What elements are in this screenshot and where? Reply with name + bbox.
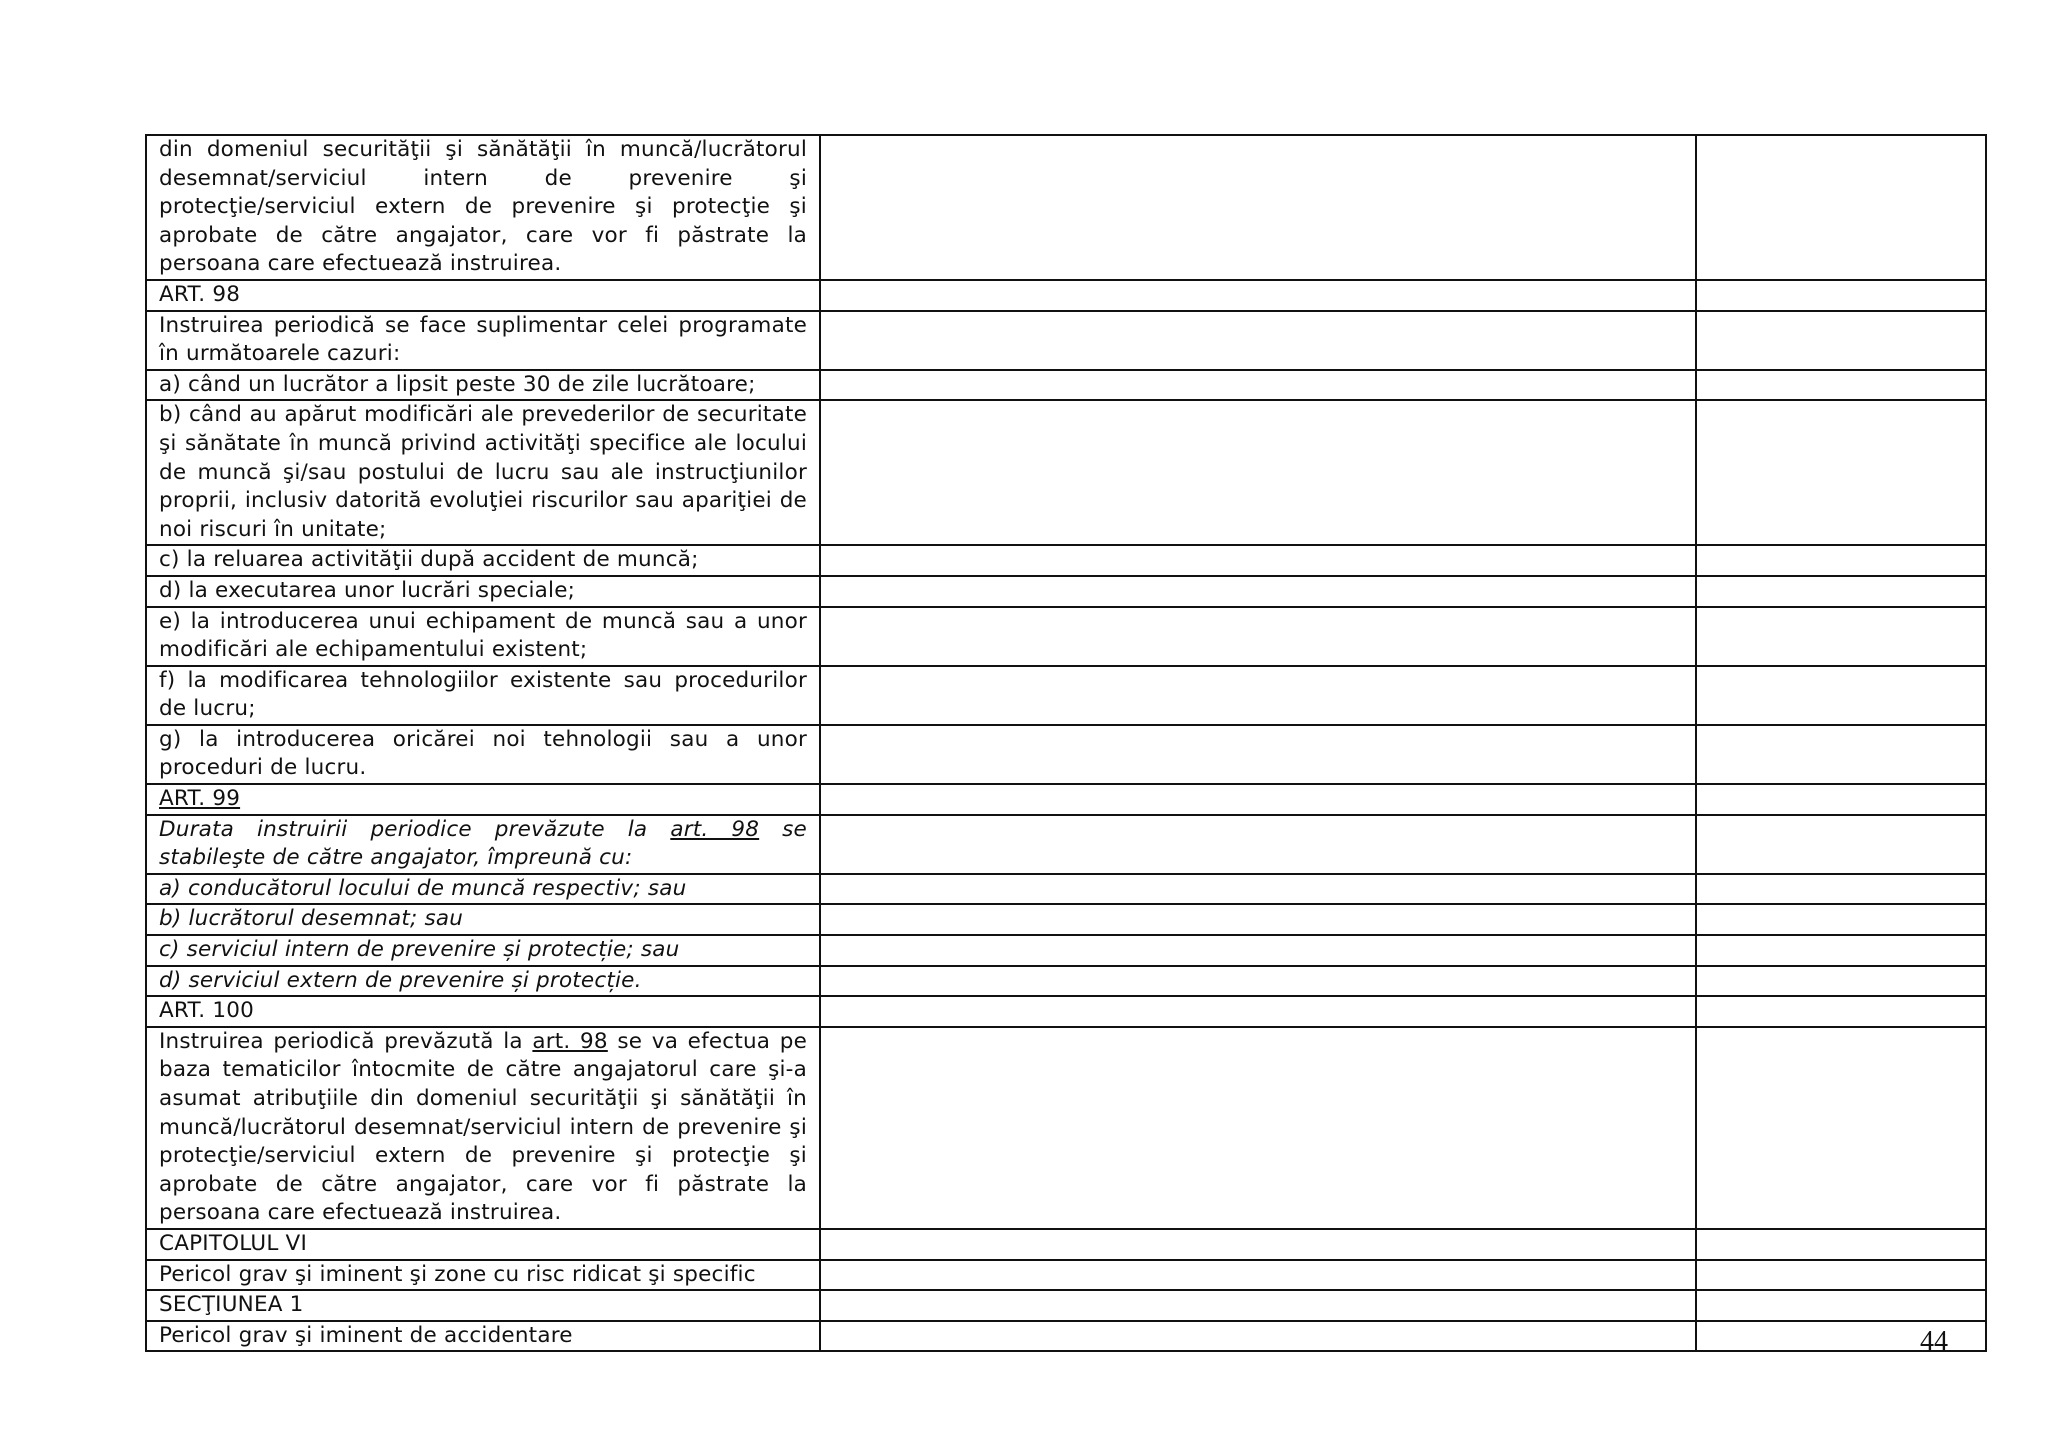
text-cell: a) conducătorul locului de muncă respectiv; sau [146, 874, 820, 905]
section-heading: SECŢIUNEA 1 [146, 1290, 820, 1321]
empty-cell [820, 1321, 1696, 1352]
empty-cell [1696, 1027, 1986, 1229]
table-row [146, 311, 1986, 370]
table-row [146, 966, 1986, 997]
text-cell: e) la introducerea unui echipament de muncă sau a unor modificări ale echipamentului existent; [146, 607, 820, 666]
table-row [146, 1229, 1986, 1260]
empty-cell [1696, 725, 1986, 784]
table-row [146, 1260, 1986, 1291]
table-row [146, 1321, 1986, 1352]
text-segment: Durata instruirii periodice prevăzute la [159, 816, 671, 842]
empty-cell [1696, 607, 1986, 666]
empty-cell [1696, 1260, 1986, 1291]
empty-cell [820, 815, 1696, 874]
table-row [146, 1027, 1986, 1229]
table-row [146, 874, 1986, 905]
empty-cell [820, 1229, 1696, 1260]
empty-cell [1696, 815, 1986, 874]
table-row [146, 280, 1986, 311]
table-row [146, 904, 1986, 935]
empty-cell [820, 1290, 1696, 1321]
table-row [146, 576, 1986, 607]
empty-cell [1696, 966, 1986, 997]
table-row [146, 370, 1986, 401]
article-heading-text: ART. 99 [159, 786, 241, 812]
table-row [146, 725, 1986, 784]
text-cell: f) la modificarea tehnologiilor existente sau procedurilor de lucru; [146, 666, 820, 725]
article-heading: ART. 100 [146, 996, 820, 1027]
empty-cell [820, 966, 1696, 997]
empty-cell [1696, 576, 1986, 607]
empty-cell [820, 607, 1696, 666]
table-row [146, 545, 1986, 576]
empty-cell [1696, 784, 1986, 815]
table-row [146, 784, 1986, 815]
empty-cell [820, 935, 1696, 966]
table-row [146, 607, 1986, 666]
text-cell: c) la reluarea activităţii după accident de muncă; [146, 545, 820, 576]
empty-cell [820, 666, 1696, 725]
text-cell: a) când un lucrător a lipsit peste 30 de zile lucrătoare; [146, 370, 820, 401]
text-segment: Instruirea periodică prevăzută la [159, 1028, 533, 1054]
table-row [146, 815, 1986, 874]
page-number: 44 [1920, 1326, 1948, 1357]
empty-cell [1696, 666, 1986, 725]
empty-cell [820, 904, 1696, 935]
empty-cell [820, 725, 1696, 784]
empty-cell [1696, 311, 1986, 370]
table-row [146, 135, 1986, 280]
text-segment: se stabileşte de către angajator, împreună cu: [159, 816, 807, 871]
text-cell: g) la introducerea oricărei noi tehnologii sau a unor proceduri de lucru. [146, 725, 820, 784]
text-cell: d) serviciul extern de prevenire și protecție. [146, 966, 820, 997]
empty-cell [820, 135, 1696, 280]
empty-cell [1696, 280, 1986, 311]
empty-cell [820, 311, 1696, 370]
empty-cell [1696, 545, 1986, 576]
article-link[interactable]: art. 98 [670, 816, 760, 842]
table-row [146, 1290, 1986, 1321]
text-segment: se va efectua pe baza tematicilor întocmite de către angajatorul care şi-a asumat atribuţiile din domeniul securităţii şi sănătăţii în muncă/lucrătorul desemnat/serviciul intern de prevenire şi protecţie/serviciul extern de prevenire şi protecţie şi aprobate de către angajator, care vor fi păstrate la persoana care efectuează instruirea. [159, 1028, 807, 1226]
empty-cell [820, 576, 1696, 607]
article-heading [146, 784, 820, 815]
empty-cell [820, 545, 1696, 576]
text-cell: b) lucrătorul desemnat; sau [146, 904, 820, 935]
section-title: Pericol grav şi iminent de accidentare [146, 1321, 820, 1352]
article-heading: ART. 98 [146, 280, 820, 311]
empty-cell [820, 1260, 1696, 1291]
table-row [146, 935, 1986, 966]
chapter-title: Pericol grav şi iminent şi zone cu risc ridicat şi specific [146, 1260, 820, 1291]
empty-cell [820, 370, 1696, 401]
text-cell: Instruirea periodică se face suplimentar celei programate în următoarele cazuri: [146, 311, 820, 370]
empty-cell [1696, 904, 1986, 935]
text-cell [146, 815, 820, 874]
empty-cell [1696, 400, 1986, 545]
text-cell: d) la executarea unor lucrări speciale; [146, 576, 820, 607]
article-link[interactable]: art. 98 [532, 1028, 608, 1054]
text-cell: din domeniul securităţii şi sănătăţii în muncă/lucrătorul desemnat/serviciul intern de prevenire şi protecţie/serviciul extern de prevenire şi protecţie şi aprobate de către angajator, care vor fi păstrate la persoana care efectuează instruirea. [146, 135, 820, 280]
chapter-heading: CAPITOLUL VI [146, 1229, 820, 1260]
empty-cell [820, 996, 1696, 1027]
empty-cell [820, 1027, 1696, 1229]
empty-cell [1696, 1229, 1986, 1260]
empty-cell [1696, 1290, 1986, 1321]
empty-cell [1696, 996, 1986, 1027]
empty-cell [1696, 935, 1986, 966]
table-row [146, 996, 1986, 1027]
text-cell: c) serviciul intern de prevenire și protecție; sau [146, 935, 820, 966]
text-cell: b) când au apărut modificări ale prevederilor de securitate şi sănătate în muncă privind activităţi specifice ale locului de muncă şi/sau postului de lucru sau ale instrucţiunilor proprii, inclusiv datorită evoluţiei riscurilor sau apariţiei de noi riscuri în unitate; [146, 400, 820, 545]
empty-cell [820, 874, 1696, 905]
text-cell [146, 1027, 820, 1229]
empty-cell [1696, 370, 1986, 401]
table-row [146, 666, 1986, 725]
empty-cell [1696, 874, 1986, 905]
empty-cell [820, 400, 1696, 545]
regulation-table [145, 134, 1987, 1352]
empty-cell [1696, 135, 1986, 280]
empty-cell [820, 784, 1696, 815]
empty-cell [820, 280, 1696, 311]
table-row [146, 400, 1986, 545]
